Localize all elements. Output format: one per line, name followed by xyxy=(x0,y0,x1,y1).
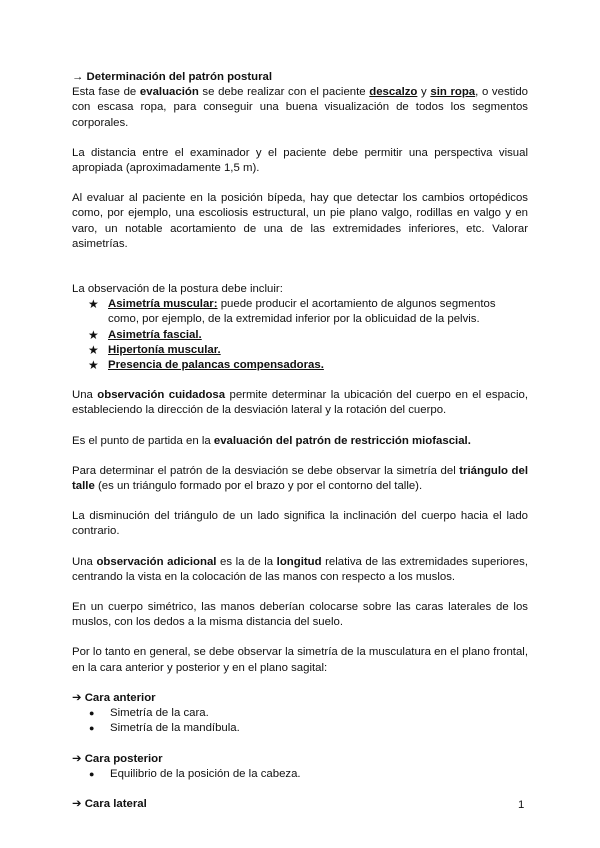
star-list xyxy=(72,297,528,373)
paragraph-triangulo: Para determinar el patrón de la desviación se debe observar la simetría del triángulo del talle (es un triángulo formado por el brazo y por el contorno del talle). xyxy=(72,464,528,493)
paragraph-por-lo-tanto: Por lo tanto en general, se debe observar la simetría de la musculatura en el plano frontal, en la cara anterior y posterior y en el plano sagital: xyxy=(72,646,528,674)
star-bullet-icon: ★ xyxy=(88,342,99,357)
star-bullet-icon: ★ xyxy=(88,327,99,342)
paragraph-observacion-adicional: Una observación adicional es la de la longitud relativa de las extremidades superiores, centrando la vista en la colocación de las manos con respecto a los muslos. xyxy=(72,555,528,583)
list-item: ● Simetría de la cara. xyxy=(89,706,528,721)
paragraph-observacion-cuidadosa: Una observación cuidadosa permite determinar la ubicación del cuerpo en el espacio, estableciendo la dirección de la desviación lateral y la rotación del cuerpo. xyxy=(72,389,528,417)
dot-list-anterior xyxy=(72,706,528,736)
dot-bullet-icon: ● xyxy=(89,708,95,719)
list-item: ● Simetría de la mandíbula. xyxy=(89,721,528,736)
list-item: ★ Hipertonía muscular. xyxy=(88,342,221,357)
dot-list-posterior xyxy=(72,767,528,782)
paragraph-distancia: La distancia entre el examinador y el paciente debe permitir una perspectiva visual apropiada (aproximadamente 1,5 m). xyxy=(72,146,528,175)
dot-bullet-icon: ● xyxy=(89,768,95,779)
subsection-cara-posterior: ➔ Cara posterior xyxy=(72,752,163,765)
paragraph-punto-partida: Es el punto de partida en la evaluación del patrón de restricción miofascial. xyxy=(72,434,471,447)
star-bullet-icon: ★ xyxy=(88,297,99,312)
page-number: 1 xyxy=(518,799,525,811)
section-title: → Determinación del patrón postural xyxy=(72,71,272,83)
paragraph-observacion-intro: La observación de la postura debe incluir: xyxy=(72,283,283,296)
dot-bullet-icon: ● xyxy=(89,723,95,734)
paragraph-disminucion: La disminución del triángulo de un lado significa la inclinación del cuerpo hacia el lado contrario. xyxy=(72,510,528,538)
list-item: ★ Presencia de palancas compensadoras. xyxy=(88,358,324,373)
subsection-cara-anterior: ➔ Cara anterior xyxy=(72,691,156,704)
list-item: ★ Asimetría fascial. xyxy=(88,327,202,342)
document-page xyxy=(72,70,528,812)
paragraph-cuerpo-simetrico: En un cuerpo simétrico, las manos deberían colocarse sobre las caras laterales de los muslos, con los dedos a la misma distancia del suelo. xyxy=(72,601,528,629)
subsection-cara-lateral: ➔ Cara lateral xyxy=(72,797,147,810)
list-item: ● Equilibrio de la posición de la cabeza. xyxy=(89,767,528,782)
paragraph-fase-evaluacion: Esta fase de evaluación se debe realizar con el paciente descalzo y sin ropa, o vestido con escasa ropa, para conseguir una buena visualización de todos los segmentos corporales. xyxy=(72,86,528,129)
paragraph-bipeda: Al evaluar al paciente en la posición bípeda, hay que detectar los cambios ortopédicos como, por ejemplo, una escoliosis estructural, un pie plano valgo, rodillas en valgo y en varo, un notable acortamiento de una de las extremidades inferiores, etc. Valorar asimetrías. xyxy=(72,192,528,250)
star-bullet-icon: ★ xyxy=(88,358,99,373)
list-item: ★ Asimetría muscular: puede producir el acortamiento de algunos segmentos como, por ejemplo, de la extremidad inferior por la oblicuidad de la pelvis. xyxy=(88,297,496,326)
